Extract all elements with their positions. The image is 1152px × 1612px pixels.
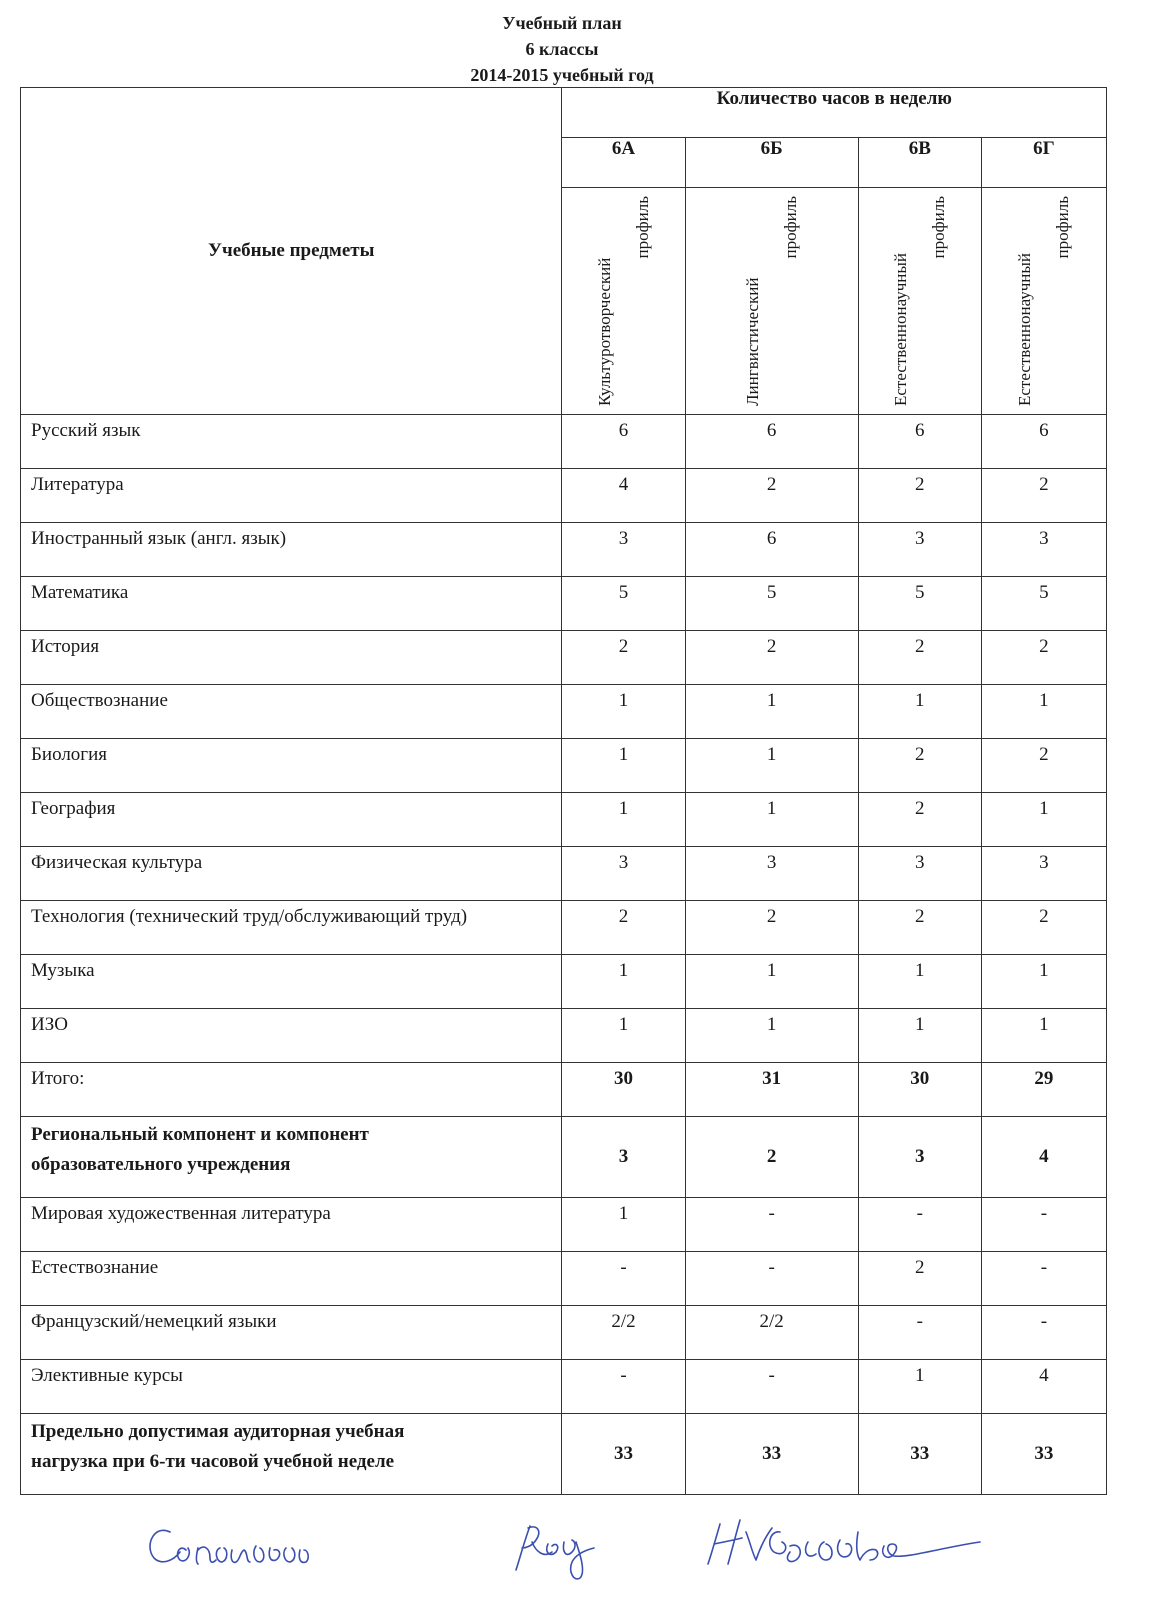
hours-cell: 2 (858, 739, 981, 793)
total-row (21, 1063, 1107, 1117)
class-header-6a: 6А (562, 138, 685, 188)
hours-cell: 33 (685, 1414, 858, 1495)
subject-cell (21, 1414, 562, 1495)
hours-cell: 2 (981, 469, 1106, 523)
hours-cell: 2 (858, 1252, 981, 1306)
subject-cell: Русский язык (21, 415, 562, 469)
profile-word: профиль (632, 196, 652, 259)
hours-cell: 1 (858, 1009, 981, 1063)
regional-component-row (21, 1117, 1107, 1198)
max-load-row (21, 1414, 1107, 1495)
hours-cell: - (858, 1306, 981, 1360)
subject-line: нагрузка при 6-ти часовой учебной неделе (31, 1451, 395, 1472)
hours-cell: 1 (685, 1009, 858, 1063)
signature-2 (516, 1526, 594, 1579)
table-row (21, 847, 1107, 901)
hours-cell: 1 (562, 955, 685, 1009)
hours-cell: 33 (981, 1414, 1106, 1495)
hours-cell: 30 (858, 1063, 981, 1117)
subject-cell: Иностранный язык (англ. язык) (21, 523, 562, 577)
hours-cell: 1 (981, 1009, 1106, 1063)
hours-cell: 3 (562, 847, 685, 901)
table-row (21, 1306, 1107, 1360)
hours-cell: 5 (858, 577, 981, 631)
hours-cell: 2 (981, 631, 1106, 685)
hours-cell: 2/2 (685, 1306, 858, 1360)
table-row (21, 1360, 1107, 1414)
hours-cell: 6 (981, 415, 1106, 469)
hours-cell: 1 (562, 793, 685, 847)
hours-cell: 2 (562, 631, 685, 685)
hours-cell: 1 (685, 793, 858, 847)
hours-cell: 31 (685, 1063, 858, 1117)
table-row (21, 523, 1107, 577)
hours-cell: 4 (981, 1360, 1106, 1414)
handwritten-signatures (140, 1502, 1020, 1582)
hours-cell: 3 (858, 1117, 981, 1198)
class-header-6b: 6Б (685, 138, 858, 188)
table-row (21, 577, 1107, 631)
table-row (21, 793, 1107, 847)
hours-cell: 1 (685, 739, 858, 793)
hours-cell: - (685, 1252, 858, 1306)
plan-year: 2014-2015 учебный год (470, 65, 654, 85)
profile-name: Естественнонаучный (1014, 253, 1034, 406)
hours-cell: 3 (981, 523, 1106, 577)
curriculum-table (20, 87, 1107, 1495)
hours-cell: 6 (685, 523, 858, 577)
hours-cell: 1 (685, 955, 858, 1009)
subject-cell: История (21, 631, 562, 685)
hours-cell: 4 (981, 1117, 1106, 1198)
profile-word: профиль (1052, 196, 1072, 259)
hours-cell: - (858, 1198, 981, 1252)
subject-cell: Музыка (21, 955, 562, 1009)
hours-cell: 1 (858, 685, 981, 739)
hours-cell: 1 (562, 685, 685, 739)
hours-cell: 30 (562, 1063, 685, 1117)
subject-cell: Биология (21, 739, 562, 793)
hours-cell: 3 (858, 847, 981, 901)
subject-cell: Мировая художественная литература (21, 1198, 562, 1252)
subjects-column-header: Учебные предметы (21, 88, 562, 415)
hours-cell: 1 (858, 1360, 981, 1414)
subject-line: образовательного учреждения (31, 1154, 291, 1175)
table-row (21, 739, 1107, 793)
subject-line: Предельно допустимая аудиторная учебная (31, 1421, 405, 1442)
hours-per-week-header: Количество часов в неделю (562, 88, 1107, 138)
subject-cell: География (21, 793, 562, 847)
profile-cell-6a (562, 188, 685, 415)
hours-cell: 3 (858, 523, 981, 577)
hours-cell: 2 (858, 901, 981, 955)
hours-cell: 3 (685, 847, 858, 901)
hours-cell: 2 (858, 793, 981, 847)
hours-cell: 1 (562, 1198, 685, 1252)
hours-cell: 1 (981, 955, 1106, 1009)
table-row (21, 1198, 1107, 1252)
document-header (0, 10, 1124, 88)
hours-cell: - (685, 1198, 858, 1252)
subject-cell: Литература (21, 469, 562, 523)
class-header-6g: 6Г (981, 138, 1106, 188)
class-header-6v: 6В (858, 138, 981, 188)
profile-cell-6g (981, 188, 1106, 415)
profile-word: профиль (780, 196, 800, 259)
profile-cell-6b (685, 188, 858, 415)
hours-cell: 1 (562, 1009, 685, 1063)
subject-cell: Математика (21, 577, 562, 631)
table-row (21, 469, 1107, 523)
subject-cell: Технология (технический труд/обслуживающий труд) (21, 901, 562, 955)
table-row (21, 631, 1107, 685)
hours-cell: 2 (685, 1117, 858, 1198)
plan-title: Учебный план (502, 13, 622, 33)
profile-name: Лингвистический (742, 277, 762, 406)
hours-cell: 2 (858, 631, 981, 685)
subject-cell: Обществознание (21, 685, 562, 739)
hours-cell: 33 (858, 1414, 981, 1495)
subject-cell: Естествознание (21, 1252, 562, 1306)
hours-cell: 3 (562, 523, 685, 577)
hours-cell: 29 (981, 1063, 1106, 1117)
hours-cell: - (981, 1198, 1106, 1252)
hours-cell: 33 (562, 1414, 685, 1495)
hours-cell: 6 (562, 415, 685, 469)
hours-cell: 5 (981, 577, 1106, 631)
hours-cell: 3 (562, 1117, 685, 1198)
hours-cell: 3 (981, 847, 1106, 901)
hours-cell: - (981, 1252, 1106, 1306)
hours-cell: 5 (562, 577, 685, 631)
signature-3 (708, 1520, 980, 1564)
table-row (21, 415, 1107, 469)
profile-name: Естественнонаучный (890, 253, 910, 406)
hours-cell: 2 (685, 901, 858, 955)
hours-cell: 1 (981, 793, 1106, 847)
table-row (21, 955, 1107, 1009)
signatures (140, 1502, 1020, 1582)
hours-cell: 1 (685, 685, 858, 739)
hours-cell: 2 (685, 631, 858, 685)
hours-cell: 1 (981, 685, 1106, 739)
hours-cell: 4 (562, 469, 685, 523)
table-row (21, 1009, 1107, 1063)
hours-cell: 1 (858, 955, 981, 1009)
hours-cell: 2 (981, 739, 1106, 793)
plan-subtitle: 6 классы (525, 39, 599, 59)
subject-cell: Французский/немецкий языки (21, 1306, 562, 1360)
hours-cell: 2/2 (562, 1306, 685, 1360)
subject-cell (21, 1117, 562, 1198)
hours-cell: 1 (562, 739, 685, 793)
hours-cell: 2 (981, 901, 1106, 955)
subject-cell: Итого: (21, 1063, 562, 1117)
hours-cell: - (562, 1360, 685, 1414)
table-row (21, 901, 1107, 955)
table-row (21, 1252, 1107, 1306)
hours-cell: 5 (685, 577, 858, 631)
subject-cell: Физическая культура (21, 847, 562, 901)
profile-name: Культуротворческий (594, 257, 614, 406)
hours-cell: - (562, 1252, 685, 1306)
hours-cell: 6 (685, 415, 858, 469)
subject-line: Региональный компонент и компонент (31, 1124, 369, 1145)
profile-word: профиль (928, 196, 948, 259)
hours-cell: 2 (685, 469, 858, 523)
hours-cell: - (981, 1306, 1106, 1360)
subject-cell: Элективные курсы (21, 1360, 562, 1414)
hours-cell: 2 (858, 469, 981, 523)
table-row (21, 685, 1107, 739)
profile-cell-6v (858, 188, 981, 415)
hours-cell: 6 (858, 415, 981, 469)
hours-cell: 2 (562, 901, 685, 955)
hours-cell: - (685, 1360, 858, 1414)
signature-1 (150, 1530, 308, 1564)
subject-cell: ИЗО (21, 1009, 562, 1063)
